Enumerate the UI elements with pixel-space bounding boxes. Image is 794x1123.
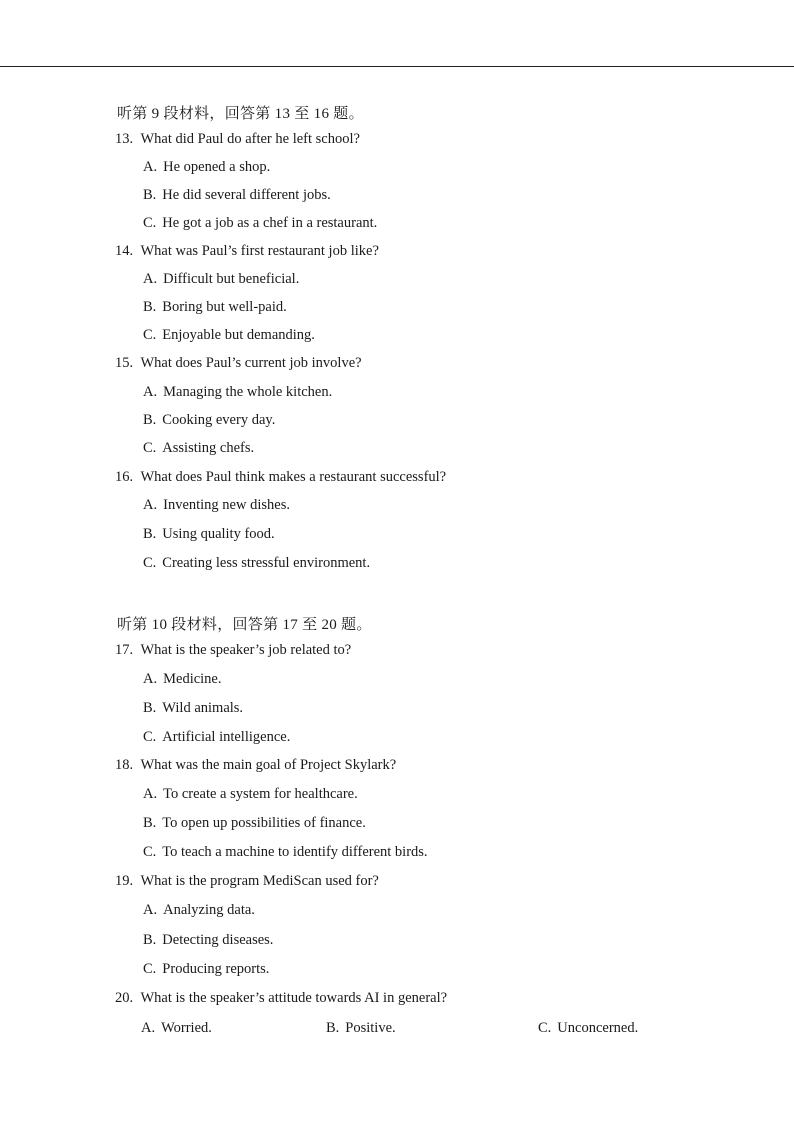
option-text: Detecting diseases. — [162, 932, 274, 948]
question-number: 19. — [115, 873, 134, 889]
option-letter: A. — [143, 902, 158, 918]
question-number: 20. — [115, 990, 134, 1006]
question-text: What is the speaker’s attitude towards AI in general? — [140, 990, 448, 1006]
option-letter: C. — [143, 729, 157, 745]
option-letter: C. — [143, 961, 157, 977]
option-letter: B. — [143, 700, 157, 716]
option-text: Positive. — [345, 1020, 396, 1036]
option-letter: B. — [143, 526, 157, 542]
section-heading: 听第 10 段材料，回答第 17 至 20 题。 — [117, 617, 372, 633]
question-text: What was the main goal of Project Skylark? — [140, 757, 397, 773]
option-text: Cooking every day. — [162, 412, 276, 428]
option-text: Managing the whole kitchen. — [163, 384, 333, 400]
option-text: He did several different jobs. — [162, 187, 331, 203]
option-text: To create a system for healthcare. — [163, 786, 358, 802]
option-letter: B. — [143, 412, 157, 428]
option-text: Inventing new dishes. — [163, 497, 290, 513]
option-letter: B. — [143, 187, 157, 203]
option-20-a — [141, 1020, 212, 1037]
option-text: Artificial intelligence. — [162, 729, 291, 745]
question-text: What does Paul’s current job involve? — [140, 355, 362, 371]
question-14 — [115, 243, 379, 260]
option-13-b — [143, 187, 331, 204]
option-letter: A. — [143, 786, 158, 802]
option-16-b — [143, 526, 275, 543]
option-text: Analyzing data. — [163, 902, 255, 918]
question-number: 14. — [115, 243, 134, 259]
option-letter: B. — [143, 932, 157, 948]
question-text: What did Paul do after he left school? — [140, 131, 360, 147]
option-18-c — [143, 844, 428, 861]
question-text: What is the program MediScan used for? — [140, 873, 379, 889]
option-15-c — [143, 440, 254, 457]
option-letter: C. — [143, 440, 157, 456]
question-17 — [115, 642, 351, 659]
question-19 — [115, 873, 379, 890]
option-18-a — [143, 786, 358, 803]
section-heading: 听第 9 段材料，回答第 13 至 16 题。 — [117, 106, 364, 122]
option-letter: C. — [538, 1020, 552, 1036]
option-text: Producing reports. — [162, 961, 270, 977]
option-text: To teach a machine to identify different birds. — [162, 844, 428, 860]
question-text: What was Paul’s first restaurant job like? — [140, 243, 379, 259]
question-text: What does Paul think makes a restaurant successful? — [140, 469, 447, 485]
question-18 — [115, 757, 396, 774]
option-text: He got a job as a chef in a restaurant. — [162, 215, 378, 231]
option-text: Assisting chefs. — [162, 440, 255, 456]
option-letter: A. — [143, 159, 158, 175]
option-13-a — [143, 159, 270, 176]
option-15-b — [143, 412, 275, 429]
option-text: Wild animals. — [162, 700, 244, 716]
option-18-b — [143, 815, 366, 832]
option-14-a — [143, 271, 299, 288]
question-16 — [115, 469, 446, 486]
option-text: Difficult but beneficial. — [163, 271, 300, 287]
option-letter: C. — [143, 555, 157, 571]
option-text: Worried. — [161, 1020, 212, 1036]
option-text: Unconcerned. — [557, 1020, 639, 1036]
option-letter: C. — [143, 215, 157, 231]
option-letter: A. — [143, 384, 158, 400]
option-letter: B. — [143, 299, 157, 315]
option-letter: B. — [326, 1020, 340, 1036]
option-14-c — [143, 327, 315, 344]
option-17-c — [143, 729, 290, 746]
question-15 — [115, 355, 362, 372]
question-number: 13. — [115, 131, 134, 147]
option-17-b — [143, 700, 243, 717]
option-letter: A. — [143, 497, 158, 513]
option-19-b — [143, 932, 273, 949]
option-letter: C. — [143, 327, 157, 343]
option-14-b — [143, 299, 287, 316]
option-text: Medicine. — [163, 671, 222, 687]
question-text: What is the speaker’s job related to? — [140, 642, 352, 658]
question-20 — [115, 990, 447, 1007]
option-text: Boring but well-paid. — [162, 299, 287, 315]
question-number: 17. — [115, 642, 134, 658]
option-20-c — [538, 1020, 638, 1037]
question-number: 16. — [115, 469, 134, 485]
option-letter: B. — [143, 815, 157, 831]
question-number: 15. — [115, 355, 134, 371]
question-13 — [115, 131, 360, 148]
option-19-a — [143, 902, 255, 919]
option-text: Enjoyable but demanding. — [162, 327, 315, 343]
option-text: To open up possibilities of finance. — [162, 815, 366, 831]
option-letter: A. — [141, 1020, 156, 1036]
question-number: 18. — [115, 757, 134, 773]
option-15-a — [143, 384, 332, 401]
option-17-a — [143, 671, 222, 688]
option-20-b — [326, 1020, 396, 1037]
option-letter: A. — [143, 671, 158, 687]
option-letter: C. — [143, 844, 157, 860]
option-16-a — [143, 497, 290, 514]
option-text: Creating less stressful environment. — [162, 555, 371, 571]
option-text: Using quality food. — [162, 526, 275, 542]
option-text: He opened a shop. — [163, 159, 271, 175]
option-16-c — [143, 555, 370, 572]
option-19-c — [143, 961, 269, 978]
option-letter: A. — [143, 271, 158, 287]
top-rule — [0, 66, 794, 67]
option-13-c — [143, 215, 377, 232]
